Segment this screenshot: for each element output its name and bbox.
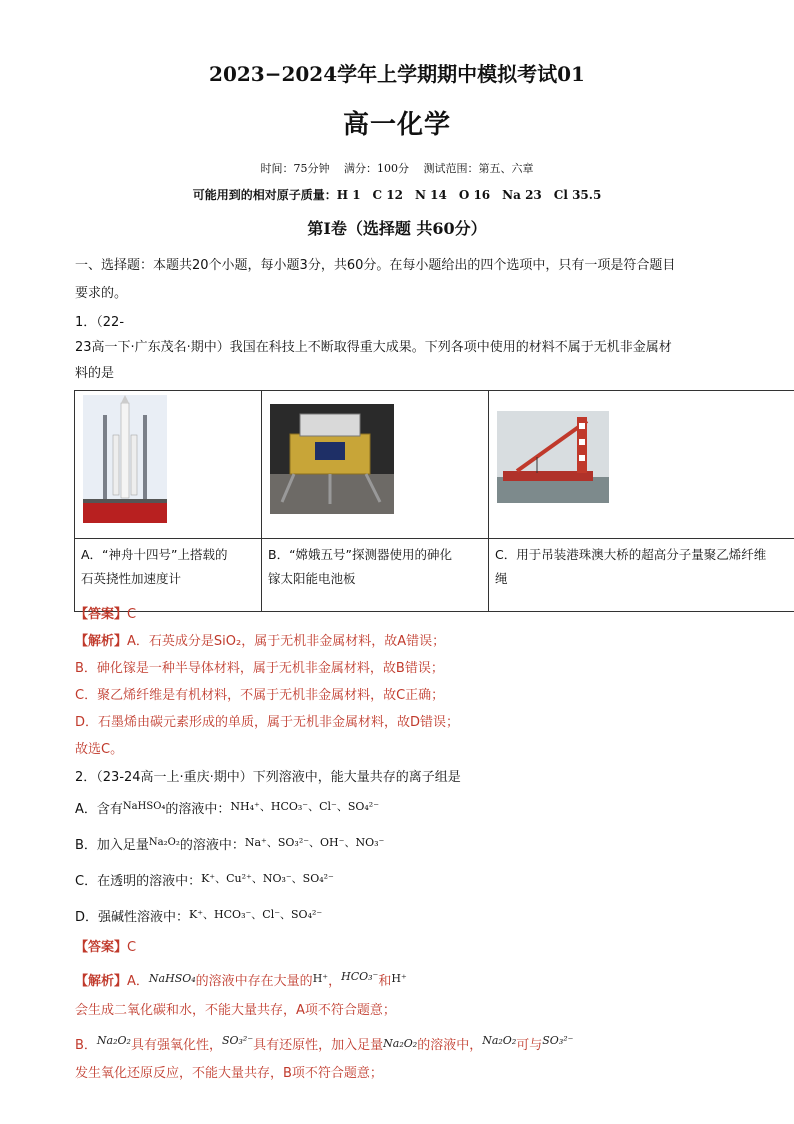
q2-option-b [75, 834, 384, 853]
q2-option-c [75, 870, 334, 889]
formula: NaHSO₄ [148, 972, 196, 985]
formula: SO₃²⁻ [221, 1034, 254, 1047]
analysis-text: 可与 [516, 1038, 543, 1053]
q1-stem-line1: 23高一下·广东茂名·期中）我国在科技上不断取得重大成果。下列各项中使用的材料不属于无机非金属材 [75, 340, 672, 355]
q1-analysis-conclusion: 故选C。 [75, 742, 124, 757]
formula: NaHSO₄ [122, 801, 166, 812]
option-c-line2: 绳 [495, 571, 508, 586]
q1-options-table [74, 390, 794, 612]
analysis-label: 【解析】 [75, 974, 128, 989]
q1-answer [75, 603, 136, 622]
q1-analysis-a [75, 630, 445, 649]
formula: Na₂O₂ [148, 837, 180, 848]
option-prefix: D．强碱性溶液中： [75, 910, 190, 925]
q1-analysis-b: B．砷化镓是一种半导体材料，属于无机非金属材料，故B错误； [75, 661, 444, 676]
option-prefix: A．含有 [75, 802, 123, 817]
option-a-text [75, 539, 262, 612]
q2-option-d [75, 906, 322, 925]
q2-stem: 2．（23-24高一上·重庆·期中）下列溶液中，能大量共存的离子组是 [75, 770, 461, 785]
option-a-line1: A．“神舟十四号”上搭载的 [81, 547, 228, 562]
analysis-text: 和 [378, 974, 392, 989]
exam-title: 2023−2024学年上学期期中模拟考试01 [209, 62, 585, 86]
subject-title: 高一化学 [342, 110, 451, 140]
answer-value: C [127, 940, 137, 955]
formula: H⁺ [391, 972, 407, 985]
option-prefix: B．加入足量 [75, 838, 149, 853]
ion-list: K⁺、HCO₃⁻、Cl⁻、SO₄²⁻ [189, 908, 323, 921]
formula: HCO₃⁻ [341, 970, 379, 983]
formula: SO₃²⁻ [542, 1034, 574, 1047]
formula: H⁺ [312, 972, 329, 985]
option-b-image-cell [262, 391, 489, 539]
option-mid: 的溶液中： [165, 802, 231, 817]
option-c-image-cell [489, 391, 794, 539]
formula: Na₂O₂ [482, 1034, 517, 1047]
analysis-text: 具有强氧化性， [130, 1038, 222, 1053]
option-b-line2: 镓太阳能电池板 [268, 571, 356, 586]
formula: Na₂O₂ [383, 1037, 418, 1050]
analysis-text: ， [328, 974, 342, 989]
rocket-launch-image [83, 395, 167, 523]
analysis-text: 具有还原性，加入足量 [253, 1038, 384, 1053]
q2-analysis-a [75, 970, 407, 989]
option-b-text [262, 539, 489, 612]
analysis-text: A． [127, 974, 149, 989]
answer-label: 【答案】 [75, 940, 128, 955]
analysis-text: B． [75, 1038, 97, 1053]
q2-option-a [75, 798, 379, 817]
option-a-line2: 石英挠性加速度计 [81, 571, 182, 586]
analysis-text: 的溶液中， [417, 1038, 483, 1053]
answer-label: 【答案】 [75, 607, 128, 622]
q2-analysis-b-line2: 发生氧化还原反应，不能大量共存，B项不符合题意； [75, 1066, 383, 1081]
ion-list: Na⁺、SO₃²⁻、OH⁻、NO₃⁻ [244, 836, 385, 849]
option-c-line1: C．用于吊装港珠澳大桥的超高分子量聚乙烯纤维 [495, 547, 767, 562]
analysis-line: A．石英成分是SiO₂，属于无机非金属材料，故A错误； [127, 634, 446, 649]
q1-analysis-c: C．聚乙烯纤维是有机材料，不属于无机非金属材料，故C正确； [75, 688, 445, 703]
ion-list: NH₄⁺、HCO₃⁻、Cl⁻、SO₄²⁻ [230, 800, 380, 813]
ion-list: K⁺、Cu²⁺、NO₃⁻、SO₄²⁻ [201, 872, 334, 885]
formula: Na₂O₂ [96, 1034, 131, 1047]
q2-answer [75, 936, 136, 955]
lunar-probe-image [270, 404, 394, 514]
option-c-text [489, 539, 794, 612]
analysis-label: 【解析】 [75, 634, 128, 649]
section-intro-line2: 要求的。 [75, 286, 128, 301]
section-intro-line1: 一、选择题：本题共20个小题，每小题3分，共60分。在每小题给出的四个选项中，只有一项是符合题目 [75, 258, 676, 273]
exam-meta: 时间：75分钟 满分：100分 测试范围：第五、六章 [260, 162, 534, 175]
option-mid: 的溶液中： [179, 838, 245, 853]
analysis-text: 的溶液中存在大量的 [195, 974, 313, 989]
q1-analysis-d: D．石墨烯由碳元素形成的单质，属于无机非金属材料，故D错误； [75, 715, 460, 730]
q1-stem-line2: 料的是 [75, 366, 115, 381]
crane-ship-image [497, 411, 609, 503]
option-b-line1: B．“嫦娥五号”探测器使用的砷化 [268, 547, 453, 562]
atomic-masses: 可能用到的相对原子质量：H 1 C 12 N 14 O 16 Na 23 Cl 35.5 [192, 188, 602, 202]
volume-heading: 第Ⅰ卷（选择题 共60分） [307, 219, 487, 238]
option-a-image-cell [75, 391, 262, 539]
answer-value: C [127, 607, 137, 622]
option-prefix: C．在透明的溶液中： [75, 874, 202, 889]
q1-number: 1．（22- [75, 315, 125, 330]
q2-analysis-b [75, 1034, 573, 1053]
q2-analysis-a-line2: 会生成二氧化碳和水，不能大量共存，A项不符合题意； [75, 1003, 396, 1018]
